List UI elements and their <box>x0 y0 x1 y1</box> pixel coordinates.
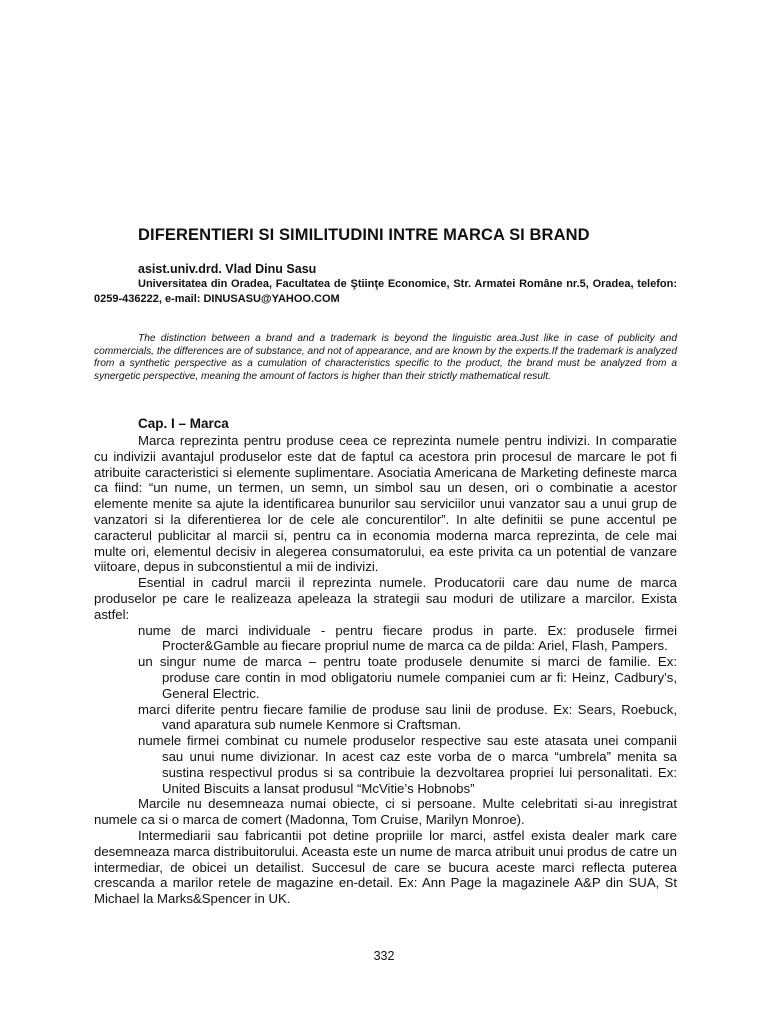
section-heading: Cap. I – Marca <box>138 416 229 431</box>
list-item: numele firmei combinat cu numele produselor respective sau este atasata unei companii sau unui nume divizionar. In acest caz este vorba de o marca “umbrela” menita sa sustina respectivul produs si sa contribuie la dezvoltarea propriei lui personalitati. Ex: United Biscuits a lansat produsul “McVitie’s Hobnobs” <box>138 733 677 796</box>
paragraph: Marca reprezinta pentru produse ceea ce reprezinta numele pentru indivizi. In comparatie cu indivizii avantajul produselor este dat de faptul ca acestora prin procesul de marcare le pot fi atribuite caracteristici si elemente suplimentare. Asociatia Americana de Marketing defineste marca ca fiind: “un nume, un termen, un semn, un simbol sau un desen, ori o combinatie a acestor elemente menite sa ajute la identificarea bunurilor sau serviciilor unui vanzator sau a unui grup de vanzatori si la diferentierea lor de cele ale concurentilor”. In alte definitii se pune accentul pe caracterul publicitar al marcii si, pentru ca in economia moderna marca reprezinta, de cele mai multe ori, elementul decisiv in alegerea consumatorului, ea este privita ca un potential de vanzare viitoare, depus in subconstientul a mii de indivizi. <box>94 433 677 575</box>
brand-strategy-list <box>94 623 677 797</box>
list-item: un singur nume de marca – pentru toate produsele denumite si marci de familie. Ex: produse care contin in mod obligatoriu numele companiei cum ar fi: Heinz, Cadbury’s, General Electric. <box>138 654 677 701</box>
paragraph: Esential in cadrul marcii il reprezinta numele. Producatorii care dau nume de marca produselor pe care le realizeaza apeleaza la strategii sau moduri de utilizare a marcilor. Exista astfel: <box>94 575 677 622</box>
paper-title: DIFERENTIERI SI SIMILITUDINI INTRE MARCA SI BRAND <box>138 226 590 244</box>
list-item: nume de marci individuale - pentru fiecare produs in parte. Ex: produsele firmei Procter&Gamble au fiecare propriul nume de marca ca de pilda: Ariel, Flash, Pampers. <box>138 622 677 654</box>
author-affiliation: Universitatea din Oradea, Facultatea de Ştiinţe Economice, Str. Armatei Române nr.5, Oradea, telefon: 0259-436222, e-mail: DINUSASU@YAHOO.COM <box>94 278 677 305</box>
abstract: The distinction between a brand and a trademark is beyond the linguistic area.Just like in case of publicity and commercials, the differences are of substance, and not of appearance, and are known by the experts.If the trademark is analyzed from a synthetic perspective as a cumulation of characteristics specific to the product, the brand must be analyzed from a synergetic perspective, meaning the amount of factors is higher than their strictly mathematical result. <box>94 333 677 382</box>
body-text <box>94 433 677 907</box>
paragraph: Marcile nu desemneaza numai obiecte, ci si persoane. Multe celebritati si-au inregistrat numele ca si o marca de comert (Madonna, Tom Cruise, Marilyn Monroe). <box>94 796 677 828</box>
list-item: marci diferite pentru fiecare familie de produse sau linii de produse. Ex: Sears, Roebuck, vand aparatura sub numele Kenmore si Craftsman. <box>138 701 677 733</box>
page-number: 332 <box>373 949 395 963</box>
author-name: asist.univ.drd. Vlad Dinu Sasu <box>138 262 317 276</box>
paragraph: Intermediarii sau fabricantii pot detine propriile lor marci, astfel exista dealer mark care desemneaza marca distribuitorului. Aceasta este un nume de marca atribuit unui produs de catre un intermediar, de obicei un detailist. Succesul de care se bucura aceste marci reflecta puterea crescanda a marilor retele de magazine en-detail. Ex: Ann Page la magazinele A&P din SUA, St Michael la Marks&Spencer in UK. <box>94 827 677 907</box>
